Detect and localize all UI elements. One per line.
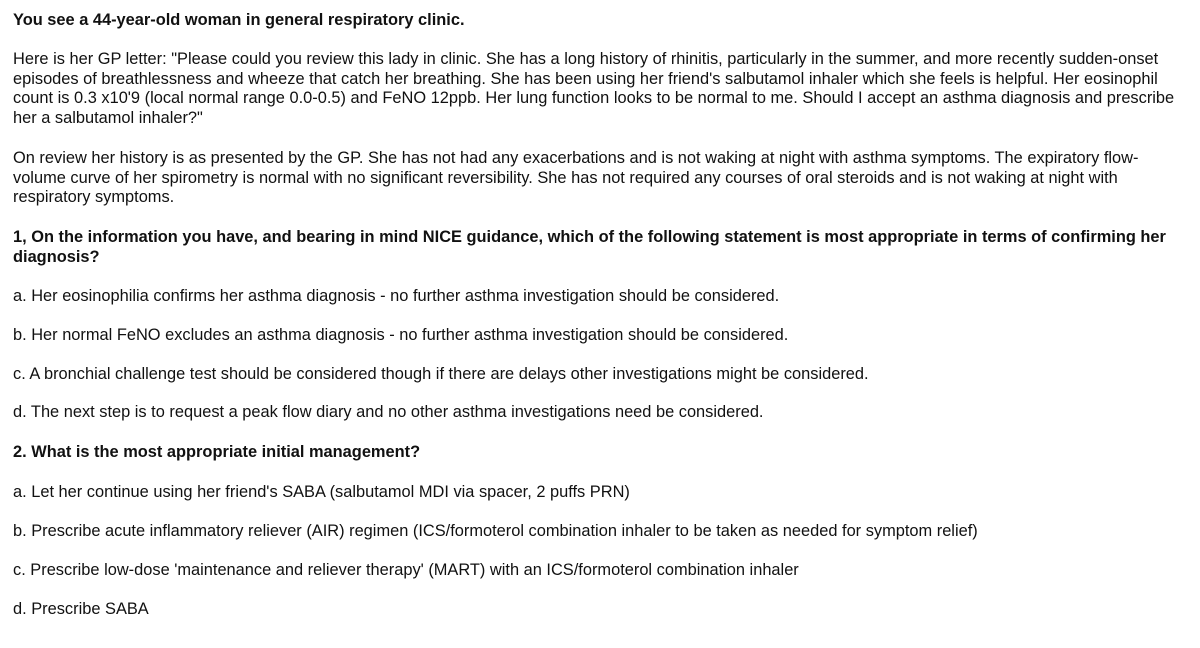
gp-letter-paragraph: Here is her GP letter: "Please could you review this lady in clinic. She has a long history of rhinitis, particularly in the summer, and more recently sudden-onset episodes of breathlessness and wheeze that catch her breathing. She has been using her friend's salbutamol inhaler which she feels is helpful. Her eosinophil count is 0.3 x10'9 (local normal range 0.0-0.5) and FeNO 12ppb. Her lung function looks to be normal to me. Should I accept an asthma diagnosis and prescribe her a salbutamol inhaler?" xyxy=(13,50,1175,127)
question-2-option-a: a. Let her continue using her friend's SABA (salbutamol MDI via spacer, 2 puffs PRN) xyxy=(13,483,630,501)
question-1-option-d: d. The next step is to request a peak flow diary and no other asthma investigations need be considered. xyxy=(13,403,764,421)
question-1-option-c: c. A bronchial challenge test should be considered though if there are delays other investigations might be considered. xyxy=(13,365,869,383)
question-2-option-c: c. Prescribe low-dose 'maintenance and reliever therapy' (MART) with an ICS/formoterol combination inhaler xyxy=(13,561,799,579)
question-2-option-b: b. Prescribe acute inflammatory reliever (AIR) regimen (ICS/formoterol combination inhaler to be taken as needed for symptom relief) xyxy=(13,522,978,540)
question-1-option-b: b. Her normal FeNO excludes an asthma diagnosis - no further asthma investigation should be considered. xyxy=(13,326,789,344)
question-1: 1, On the information you have, and bearing in mind NICE guidance, which of the following statement is most appropriate in terms of confirming her diagnosis? xyxy=(13,228,1166,266)
question-2: 2. What is the most appropriate initial management? xyxy=(13,443,421,461)
review-paragraph: On review her history is as presented by the GP. She has not had any exacerbations and is not waking at night with asthma symptoms. The expiratory flow-volume curve of her spirometry is normal with no significant reversibility. She has not required any courses of oral steroids and is not waking at night with respiratory symptoms. xyxy=(13,149,1139,207)
case-intro: You see a 44-year-old woman in general respiratory clinic. xyxy=(13,11,465,29)
question-1-option-a: a. Her eosinophilia confirms her asthma diagnosis - no further asthma investigation should be considered. xyxy=(13,287,780,305)
question-2-option-d: d. Prescribe SABA xyxy=(13,600,149,618)
